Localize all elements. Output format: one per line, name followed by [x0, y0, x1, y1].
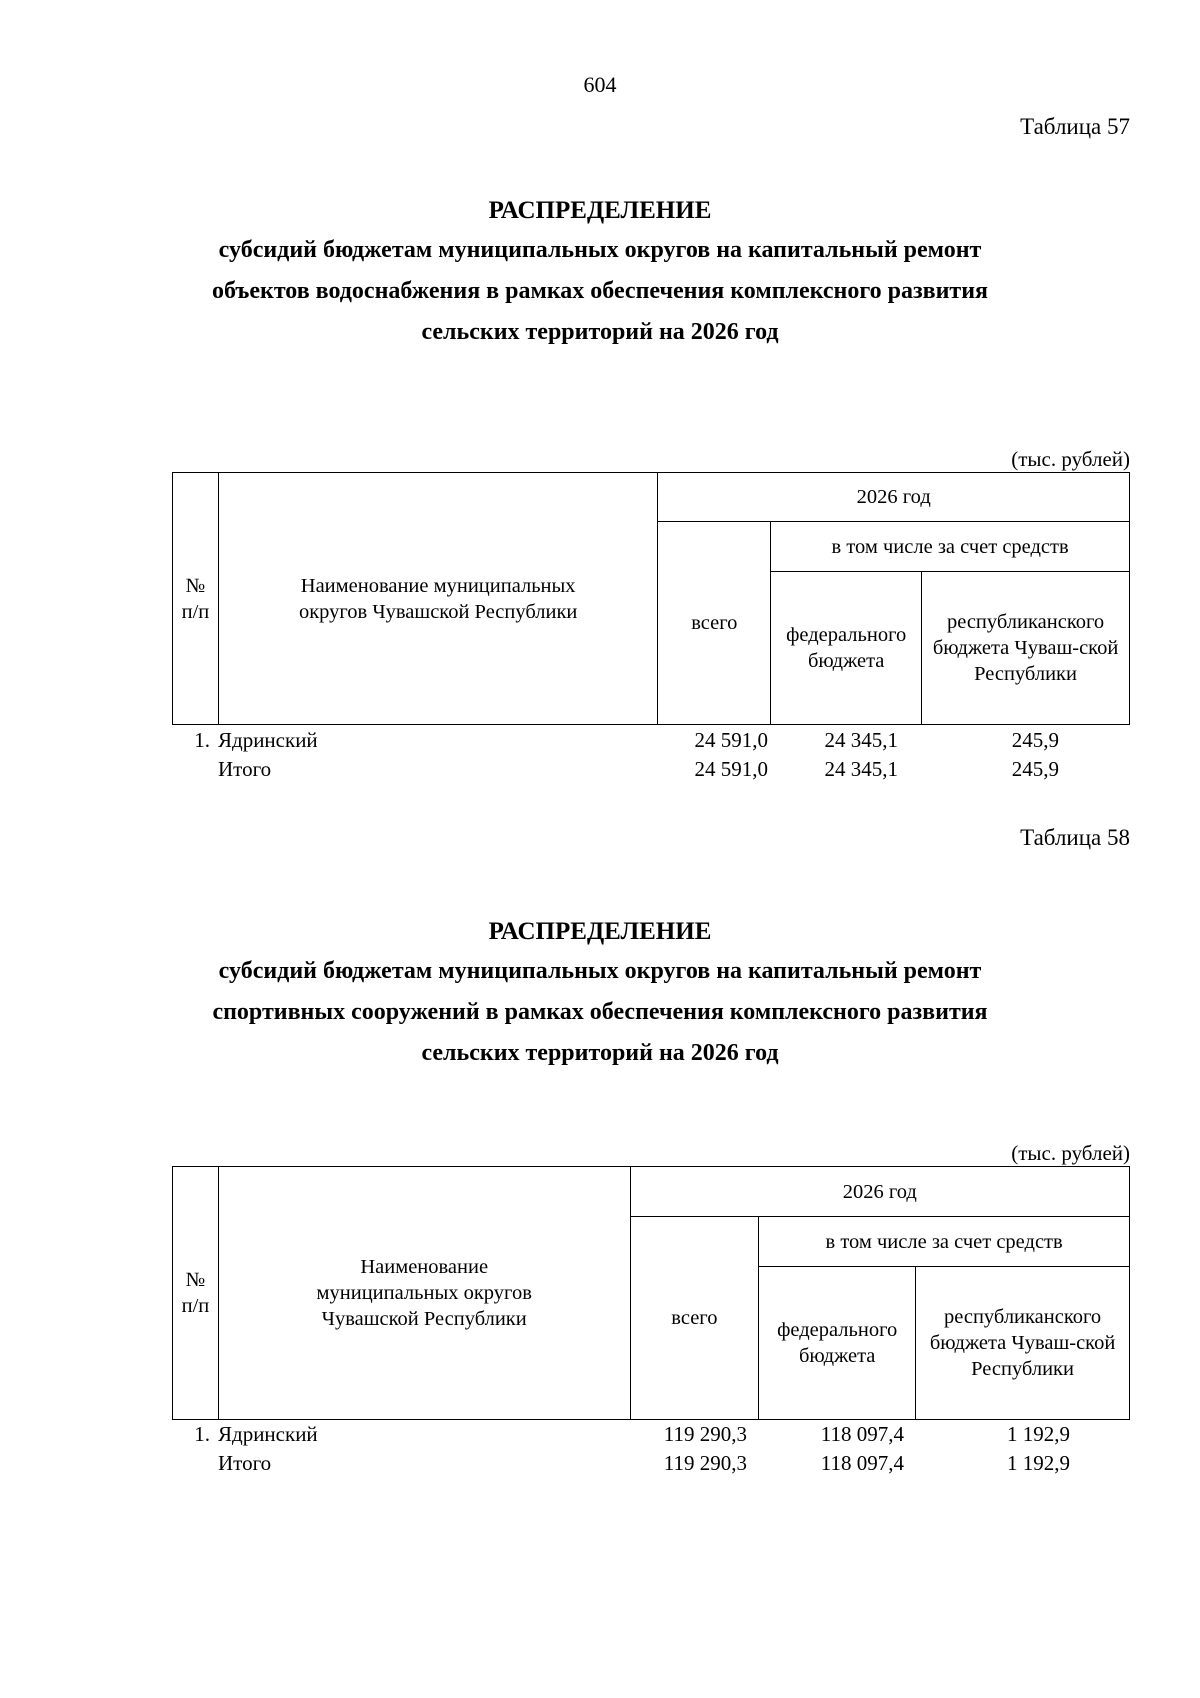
table-58-body — [172, 1420, 1130, 1478]
header-federal: федерального бюджета — [771, 572, 922, 725]
header-republican: республиканского бюджета Чуваш-ской Республики — [922, 572, 1130, 725]
row-num: 1. — [194, 1422, 210, 1446]
table-58-subtitle-line-1: субсидий бюджетам муниципальных округов на капитальный ремонт — [218, 958, 982, 984]
row-name: Ядринский — [218, 728, 318, 752]
table-row — [172, 1449, 1130, 1478]
table-row — [172, 726, 1130, 755]
table-57-header — [172, 472, 1130, 725]
header-total: всего — [630, 1217, 759, 1420]
row-federal: 24 345,1 — [824, 757, 898, 781]
row-total: 24 591,0 — [694, 728, 768, 752]
page-number: 604 — [583, 72, 617, 97]
table-57-title: РАСПРЕДЕЛЕНИЕ — [488, 197, 712, 224]
row-republican: 245,9 — [1011, 728, 1059, 752]
header-total: всего — [658, 522, 771, 725]
header-num: № п/п — [173, 1167, 219, 1420]
row-federal: 118 097,4 — [820, 1451, 904, 1475]
row-total: 119 290,3 — [663, 1451, 747, 1475]
header-year: 2026 год — [658, 473, 1130, 522]
table-57-body — [172, 726, 1130, 784]
header-including: в том числе за счет средств — [771, 522, 1130, 572]
table-58-header — [172, 1166, 1130, 1420]
table-58-label: Таблица 58 — [1020, 825, 1130, 850]
row-federal: 24 345,1 — [824, 728, 898, 752]
table-57-subtitle-line-3: сельских территорий на 2026 год — [421, 319, 779, 345]
table-58-subtitle-line-3: сельских территорий на 2026 год — [421, 1040, 779, 1066]
row-name: Ядринский — [218, 1422, 318, 1446]
table-57-title-block — [120, 192, 1080, 353]
row-name: Итого — [218, 757, 272, 781]
row-republican: 1 192,9 — [1007, 1422, 1070, 1446]
row-republican: 1 192,9 — [1007, 1451, 1070, 1475]
table-58-title: РАСПРЕДЕЛЕНИЕ — [488, 918, 712, 945]
row-total: 119 290,3 — [663, 1422, 747, 1446]
table-57-subtitle-line-2: объектов водоснабжения в рамках обеспечения комплексного развития — [211, 278, 989, 304]
table-row — [172, 755, 1130, 784]
table-row — [172, 1420, 1130, 1449]
header-num: № п/п — [173, 473, 219, 725]
header-name: Наименование муниципальных округов Чувашской Республики — [218, 473, 658, 725]
header-year: 2026 год — [630, 1167, 1130, 1217]
table-57-subtitle-line-1: субсидий бюджетам муниципальных округов на капитальный ремонт — [218, 237, 982, 263]
header-name: Наименование муниципальных округов Чувашской Республики — [218, 1167, 630, 1420]
header-including: в том числе за счет средств — [759, 1217, 1130, 1267]
row-republican: 245,9 — [1011, 757, 1059, 781]
table-57-label: Таблица 57 — [1020, 114, 1130, 139]
row-num: 1. — [194, 728, 210, 752]
row-name: Итого — [218, 1451, 272, 1475]
table-58-units: (тыс. рублей) — [1011, 1141, 1130, 1165]
row-total: 24 591,0 — [694, 757, 768, 781]
header-federal: федерального бюджета — [759, 1267, 916, 1420]
row-federal: 118 097,4 — [820, 1422, 904, 1446]
header-republican: республиканского бюджета Чуваш-ской Республики — [916, 1267, 1130, 1420]
table-58-subtitle-line-2: спортивных сооружений в рамках обеспечения комплексного развития — [212, 999, 988, 1025]
table-57-units: (тыс. рублей) — [1011, 447, 1130, 471]
table-58-title-block — [120, 913, 1080, 1074]
